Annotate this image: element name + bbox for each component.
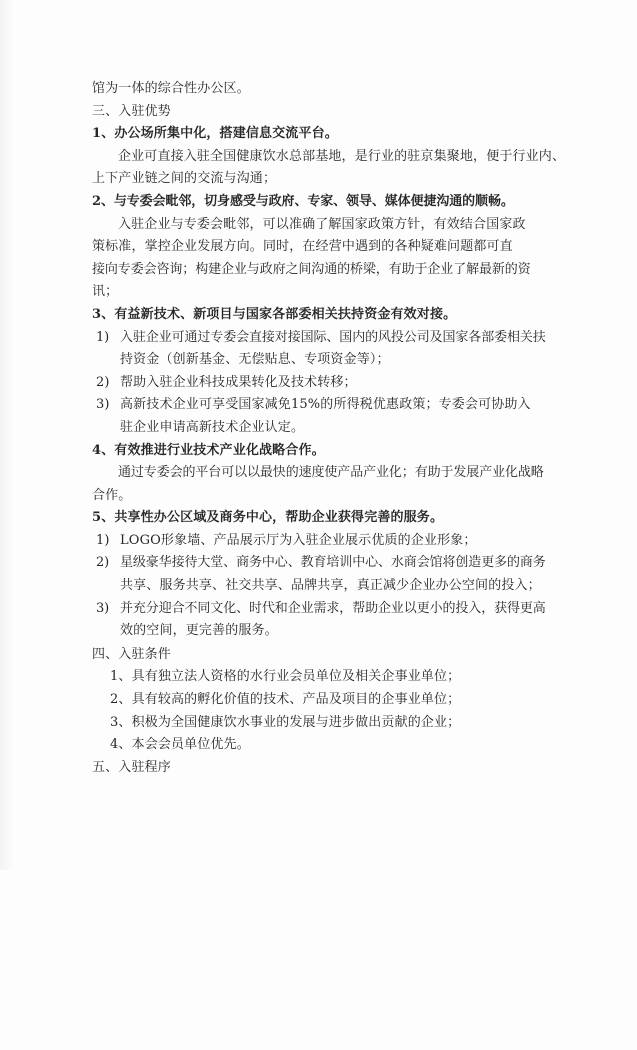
condition-item: 2、具有较高的孵化价值的技术、产品及项目的企事业单位； — [110, 692, 461, 708]
paragraph-line: 通过专委会的平台可以以最快的速度使产品产业化；有助于发展产业化战略 — [118, 465, 544, 481]
subheading-office-centralization: 1、办公场所集中化，搭建信息交流平台。 — [92, 126, 338, 142]
paragraph-line: 上下产业链之间的交流与沟通； — [92, 171, 277, 187]
list-item-continuation: 持资金（创新基金、无偿贴息、专项资金等）； — [120, 352, 390, 368]
subheading-shared-office: 5、共享性办公区域及商务中心，帮助企业获得完善的服务。 — [92, 510, 444, 526]
list-item-continuation: 驻企业申请高新技术企业认定。 — [120, 419, 305, 435]
list-item — [92, 327, 547, 350]
document-body — [92, 78, 566, 779]
list-item — [92, 372, 547, 395]
subheading-industrialization: 4、有效推进行业技术产业化战略合作。 — [92, 442, 325, 458]
scan-edge-shadow — [0, 0, 14, 870]
section-heading-advantages: 三、入驻优势 — [92, 103, 171, 119]
condition-item: 4、本会会员单位优先。 — [110, 737, 250, 753]
list-item-text: 高新技术企业可享受国家减免15%的所得税优惠政策；专委会可协助入 — [120, 397, 531, 413]
list-item-text: 并充分迎合不同文化、时代和企业需求，帮助企业以更小的投入，获得更高 — [120, 600, 546, 616]
body-line: 馆为一体的综合性办公区。 — [92, 81, 250, 96]
list-item-number: 2) — [96, 374, 110, 390]
paragraph-line: 入驻企业与专委会毗邻，可以准确了解国家政策方针，有效结合国家政 — [118, 216, 526, 232]
list-item-number: 3) — [96, 600, 110, 616]
list-item — [92, 552, 547, 575]
subheading-funding-docking: 3、有益新技术、新项目与国家各部委相关扶持资金有效对接。 — [92, 306, 457, 322]
list-item-continuation: 效的空间，更完善的服务。 — [120, 623, 278, 639]
condition-item: 1、具有独立法人资格的水行业会员单位及相关企事业单位； — [110, 669, 461, 685]
list-item-text: 入驻企业可通过专委会直接对接国际、国内的风投公司及国家各部委相关扶 — [120, 329, 546, 345]
section-heading-conditions: 四、入驻条件 — [92, 646, 171, 662]
paragraph-line: 合作。 — [92, 487, 132, 503]
paragraph-line: 接向专委会咨询；构建企业与政府之间沟通的桥梁，有助于企业了解最新的资 — [92, 261, 531, 277]
list-item-text: 帮助入驻企业科技成果转化及技术转移； — [120, 374, 357, 390]
paragraph-line: 企业可直接入驻全国健康饮水总部基地，是行业的驻京集聚地，便于行业内、 — [118, 148, 566, 164]
list-item — [92, 394, 547, 417]
paragraph-line: 策标准，掌控企业发展方向。同时，在经营中遇到的各种疑难问题都可直 — [92, 239, 513, 255]
condition-item: 3、积极为全国健康饮水事业的发展与进步做出贡献的企业； — [110, 714, 461, 730]
list-item-number: 2) — [96, 555, 110, 571]
list-item-number: 1) — [96, 532, 110, 548]
list-item-text: 星级豪华接待大堂、商务中心、教育培训中心、水商会馆将创造更多的商务 — [120, 555, 546, 571]
list-item — [92, 530, 547, 553]
section-heading-procedure: 五、入驻程序 — [92, 759, 171, 775]
paragraph-line: 讯； — [92, 284, 119, 300]
list-item-continuation: 共享、服务共享、社交共享、品牌共享，真正减少企业办公空间的投入； — [120, 578, 541, 594]
list-item — [92, 598, 547, 621]
list-item-number: 3) — [96, 397, 110, 413]
list-item-number: 1) — [96, 329, 110, 345]
list-item-text: LOGO形象墙、产品展示厅为入驻企业展示优质的企业形象； — [120, 532, 477, 548]
subheading-committee-proximity: 2、与专委会毗邻，切身感受与政府、专家、领导、媒体便捷沟通的顺畅。 — [92, 193, 514, 209]
